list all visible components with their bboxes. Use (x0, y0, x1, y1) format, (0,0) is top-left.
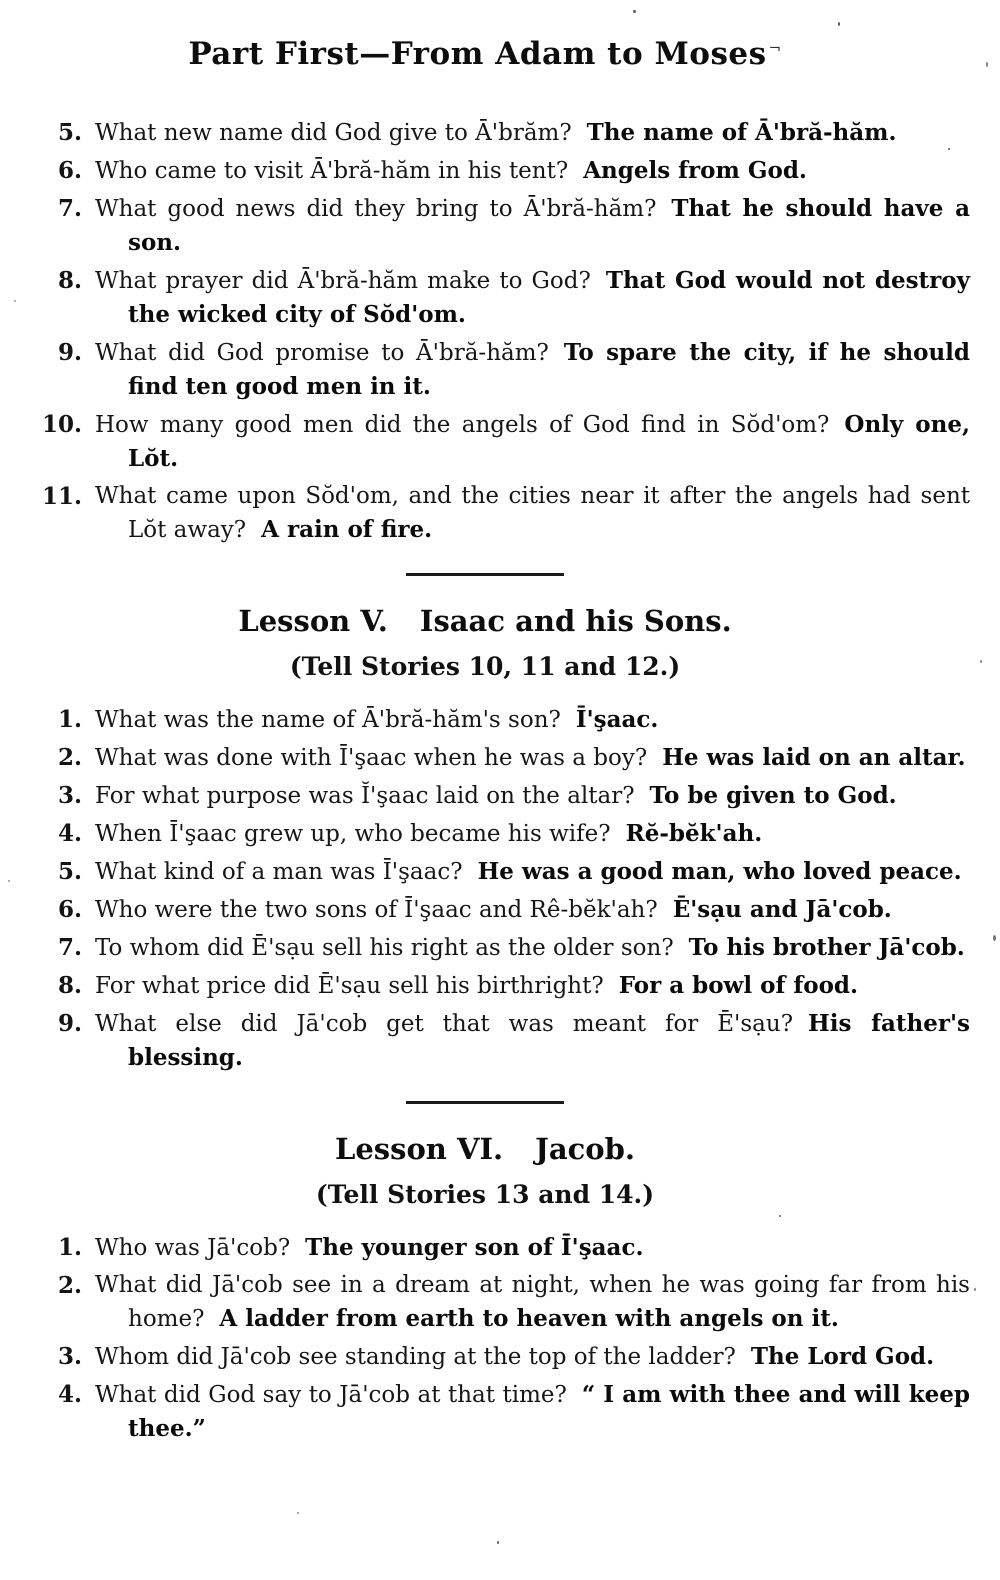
question-item (0, 1340, 970, 1374)
question-text: What came upon Sŏd'om, and the cities near it after the angels had sent Lŏt away? (95, 483, 970, 543)
question-text: What good news did they bring to Ā'bră-hăm? (95, 196, 657, 222)
answer-text: That he should have a son. (128, 195, 970, 256)
question-item (0, 741, 970, 775)
question-item (0, 931, 970, 965)
scan-speck (14, 300, 16, 302)
scan-speck (779, 1215, 781, 1217)
title-scan-artifact: ¬ (768, 38, 782, 57)
answer-text: His father's blessing. (128, 1010, 970, 1071)
question-text: What did God promise to Ā'bră-hăm? (95, 340, 549, 366)
answer-text: A ladder from earth to heaven with angels on it. (219, 1305, 839, 1332)
question-item (0, 969, 970, 1003)
answer-text: Only one, Lŏt. (128, 411, 970, 472)
answer-text: The Lord God. (750, 1343, 935, 1370)
answer-text: The name of Ā'bră-hăm. (586, 119, 897, 146)
question-number: 2. (57, 1272, 82, 1299)
lesson-name: Jacob. (535, 1132, 636, 1166)
answer-text: Ī'şaac. (575, 706, 659, 733)
scan-speck (948, 148, 950, 150)
question-item (0, 1231, 970, 1265)
scan-speck (980, 660, 982, 663)
answer-text: A rain of fire. (261, 516, 433, 543)
scan-speck (993, 935, 996, 941)
lesson-stories-note: (Tell Stories 13 and 14.) (315, 1180, 655, 1209)
question-text: What else did Jā'cob get that was meant for Ē'sạu? (95, 1011, 794, 1037)
scan-speck (297, 1512, 299, 1514)
question-text: For what price did Ē'sạu sell his birthright? (95, 973, 604, 999)
question-item (0, 116, 970, 150)
question-number: 10. (41, 411, 82, 438)
question-number: 9. (57, 1010, 82, 1037)
question-number: 5. (57, 119, 82, 146)
question-text: Who were the two sons of Ī'şaac and Rê-bĕk'ah? (95, 897, 658, 923)
question-number: 5. (57, 858, 82, 885)
question-item (0, 192, 970, 260)
question-item (0, 703, 970, 737)
answer-text: “ I am with thee and will keep thee.” (128, 1381, 970, 1442)
answer-text: He was laid on an altar. (662, 744, 966, 771)
question-item (0, 480, 970, 547)
question-number: 3. (57, 1343, 82, 1370)
lesson-name: Isaac and his Sons. (419, 604, 732, 638)
question-text: For what purpose was Ĭ'şaac laid on the altar? (95, 783, 635, 809)
question-item (0, 1007, 970, 1075)
scan-speck (633, 10, 636, 13)
question-item (0, 779, 970, 813)
answer-text: To his brother Jā'cob. (688, 934, 965, 961)
lesson-heading (0, 604, 970, 638)
lesson-stories-note: (Tell Stories 10, 11 and 12.) (289, 652, 681, 681)
question-number: 1. (57, 706, 82, 733)
lesson-heading (0, 1132, 970, 1166)
question-item (0, 408, 970, 476)
question-item (0, 817, 970, 851)
question-text: Who came to visit Ā'bră-hăm in his tent? (95, 158, 569, 184)
question-number: 7. (57, 934, 82, 961)
answer-text: He was a good man, who loved peace. (477, 858, 962, 885)
scan-speck (8, 880, 10, 882)
question-text: What was done with Ī'şaac when he was a boy? (95, 745, 648, 771)
question-item (0, 336, 970, 404)
lesson-label: Lesson VI. (334, 1132, 504, 1166)
question-list (0, 116, 970, 547)
question-text: What was the name of Ā'bră-hăm's son? (95, 707, 561, 733)
lesson-label: Lesson V. (238, 604, 388, 638)
question-number: 8. (57, 972, 82, 999)
content-sections (0, 116, 970, 1446)
question-number: 3. (57, 782, 82, 809)
question-list (0, 703, 970, 1075)
scan-speck (497, 1541, 499, 1544)
question-number: 7. (57, 195, 82, 222)
question-text: Whom did Jā'cob see standing at the top of the ladder? (95, 1344, 736, 1370)
answer-text: Ē'sạu and Jā'cob. (672, 896, 892, 923)
scan-speck (838, 22, 840, 26)
question-number: 11. (41, 483, 82, 510)
question-text: What new name did God give to Ā'brăm? (95, 120, 572, 146)
question-text: Who was Jā'cob? (95, 1235, 291, 1261)
question-item (0, 154, 970, 188)
question-number: 6. (57, 157, 82, 184)
question-text: How many good men did the angels of God find in Sŏd'om? (95, 412, 830, 438)
scan-speck (974, 1288, 976, 1291)
answer-text: Angels from God. (583, 157, 807, 184)
question-item (0, 855, 970, 889)
question-item (0, 264, 970, 332)
answer-text: Rĕ-bĕk'ah. (625, 820, 763, 847)
lesson-header (0, 1132, 970, 1209)
question-item (0, 1378, 970, 1446)
answer-text: For a bowl of food. (618, 972, 859, 999)
answer-text: To be given to God. (649, 782, 897, 809)
question-text: What kind of a man was Ī'şaac? (95, 859, 463, 885)
answer-text: That God would not destroy the wicked city of Sŏd'om. (128, 267, 970, 328)
page-title-text: Part First—From Adam to Moses (188, 36, 767, 72)
question-number: 9. (57, 339, 82, 366)
scan-speck (986, 62, 988, 67)
section-divider (406, 1101, 564, 1104)
question-text: When Ī'şaac grew up, who became his wife? (95, 821, 611, 847)
question-number: 2. (57, 744, 82, 771)
question-number: 1. (57, 1234, 82, 1261)
question-number: 4. (57, 820, 82, 847)
answer-text: To spare the city, if he should find ten good men in it. (128, 339, 970, 400)
question-text: What did Jā'cob see in a dream at night, when he was going far from his home? (95, 1272, 970, 1332)
question-text: What prayer did Ā'bră-hăm make to God? (95, 268, 591, 294)
question-item (0, 893, 970, 927)
section-divider (406, 573, 564, 576)
question-text: To whom did Ē'sạu sell his right as the older son? (95, 935, 674, 961)
question-number: 8. (57, 267, 82, 294)
lesson-header (0, 604, 970, 681)
page-title (0, 36, 970, 72)
question-number: 6. (57, 896, 82, 923)
question-text: What did God say to Jā'cob at that time? (95, 1382, 567, 1408)
question-item (0, 1269, 970, 1336)
question-number: 4. (57, 1381, 82, 1408)
answer-text: The younger son of Ī'şaac. (305, 1234, 644, 1261)
question-list (0, 1231, 970, 1446)
